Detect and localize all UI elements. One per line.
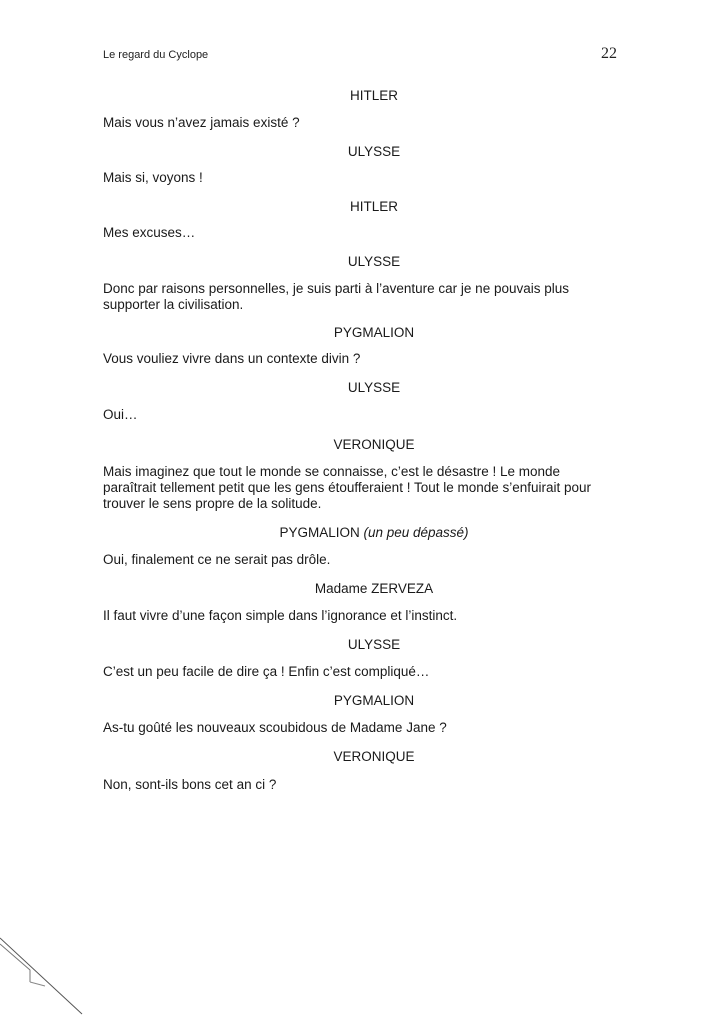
dialogue-line: Mes excuses…: [103, 225, 196, 240]
speaker-name: PYGMALION (un peu dépassé): [279, 525, 469, 540]
speaker-name: ULYSSE: [347, 380, 401, 395]
speaker-name: PYGMALION: [333, 325, 415, 340]
page-number: 22: [601, 45, 617, 62]
dialogue-line: Donc par raisons personnelles, je suis parti à l’aventure car je ne pouvais plus supporter la civilisation.: [103, 281, 570, 312]
speaker-name: HITLER: [349, 199, 398, 214]
dialogue-line: Il faut vivre d’une façon simple dans l’ignorance et l’instinct.: [103, 608, 458, 623]
speaker-name: PYGMALION: [333, 693, 415, 708]
running-header: Le regard du Cyclope: [103, 49, 209, 61]
page-corner-fold: [0, 930, 90, 1020]
dialogue-line: Vous vouliez vivre dans un contexte divin ?: [103, 351, 361, 366]
speaker-name: Madame ZERVEZA: [314, 581, 434, 596]
dialogue-line: Mais vous n’avez jamais existé ?: [103, 115, 300, 130]
speaker-name: VERONIQUE: [333, 437, 415, 452]
dialogue-line: Mais imaginez que tout le monde se connaisse, c’est le désastre ! Le monde paraîtrait tellement petit que les gens étoufferaient ! Tout le monde s’enfuirait pour trouver le sens propre de la solitude.: [103, 464, 592, 511]
speaker-name: VERONIQUE: [333, 749, 415, 764]
stage-direction: (un peu dépassé): [363, 525, 469, 540]
dialogue-line: Oui…: [103, 407, 138, 422]
speaker-name: HITLER: [349, 88, 398, 103]
speaker-name: ULYSSE: [347, 637, 401, 652]
dialogue-line: As-tu goûté les nouveaux scoubidous de Madame Jane ?: [103, 720, 447, 735]
dialogue-line: C’est un peu facile de dire ça ! Enfin c’est compliqué…: [103, 664, 430, 679]
dialogue-line: Oui, finalement ce ne serait pas drôle.: [103, 552, 331, 567]
script-body: [103, 87, 618, 793]
dialogue-line: Mais si, voyons !: [103, 170, 203, 185]
dialogue-line: Non, sont-ils bons cet an ci ?: [103, 777, 277, 792]
speaker-name: ULYSSE: [347, 144, 401, 159]
speaker-name: ULYSSE: [347, 254, 401, 269]
